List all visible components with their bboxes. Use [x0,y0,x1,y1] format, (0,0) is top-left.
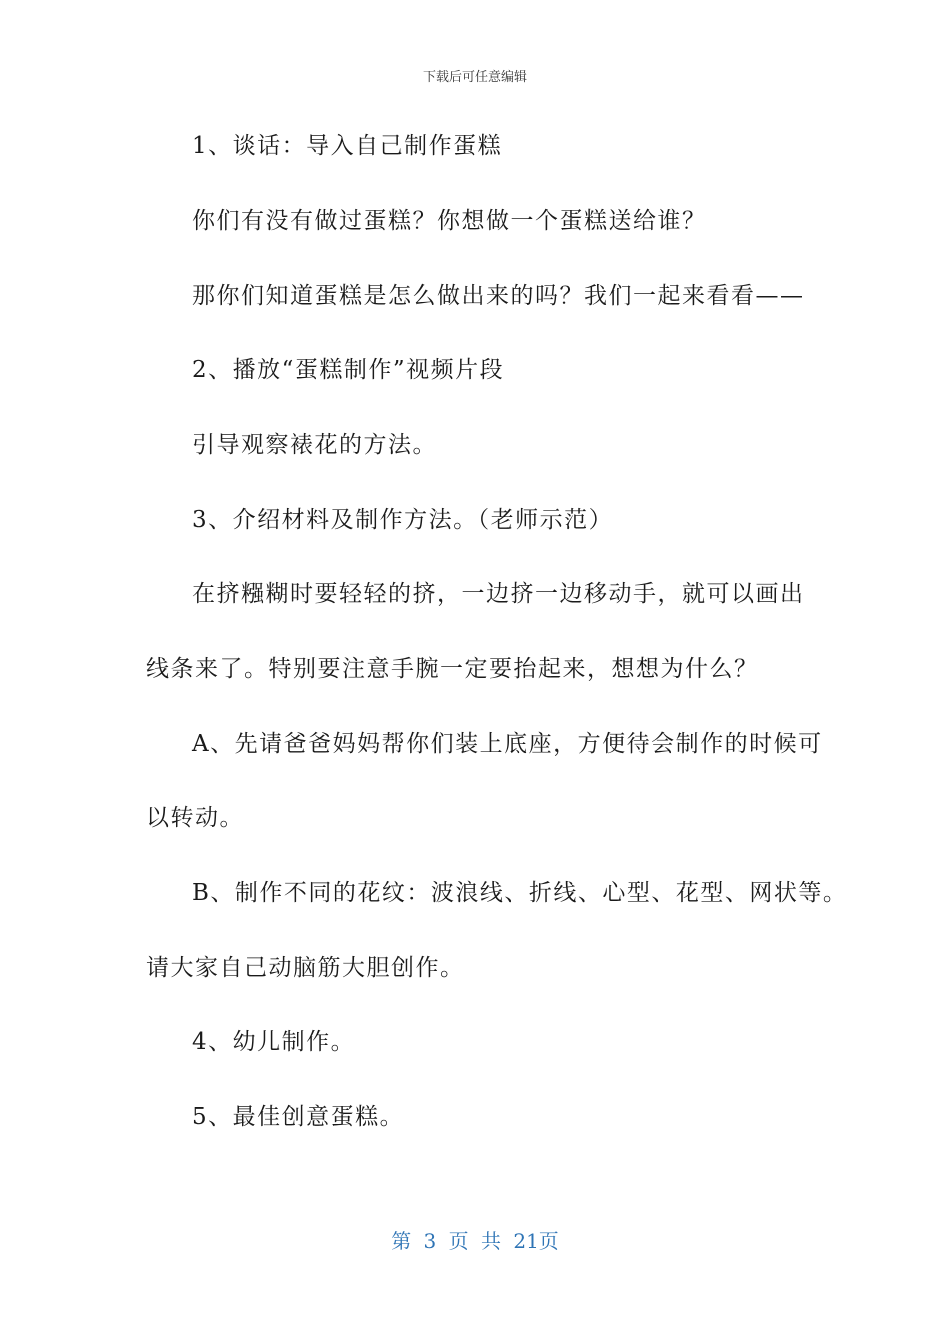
paragraph-line: 你们有没有做过蛋糕？你想做一个蛋糕送给谁？ [192,208,707,234]
paragraph-line: 2、播放“蛋糕制作”视频片段 [192,357,505,383]
page-number-footer: 第 3 页 共 21页 [391,1229,559,1253]
paragraph-line: 5、最佳创意蛋糕。 [192,1104,405,1130]
paragraph-line: B、制作不同的花纹：波浪线、折线、心型、花型、网状等。 [192,880,848,906]
paragraph-line: A、先请爸爸妈妈帮你们装上底座，方便待会制作的时候可 [192,731,823,757]
paragraph-line: 在挤糨糊时要轻轻的挤，一边挤一边移动手，就可以画出 [192,581,805,607]
paragraph-line: 引导观察裱花的方法。 [192,432,437,458]
paragraph-line: 4、幼儿制作。 [192,1029,356,1055]
paragraph-line: 线条来了。特别要注意手腕一定要抬起来，想想为什么？ [146,656,759,682]
paragraph-line: 1、谈话：导入自己制作蛋糕 [192,133,503,159]
paragraph-line: 请大家自己动脑筋大胆创作。 [146,955,465,981]
paragraph-line: 那你们知道蛋糕是怎么做出来的吗？我们一起来看看—— [192,283,805,309]
paragraph-line: 3、介绍材料及制作方法。（老师示范） [192,507,614,533]
page-header: 下载后可任意编辑 [422,70,527,85]
paragraph-line: 以转动。 [146,805,244,831]
